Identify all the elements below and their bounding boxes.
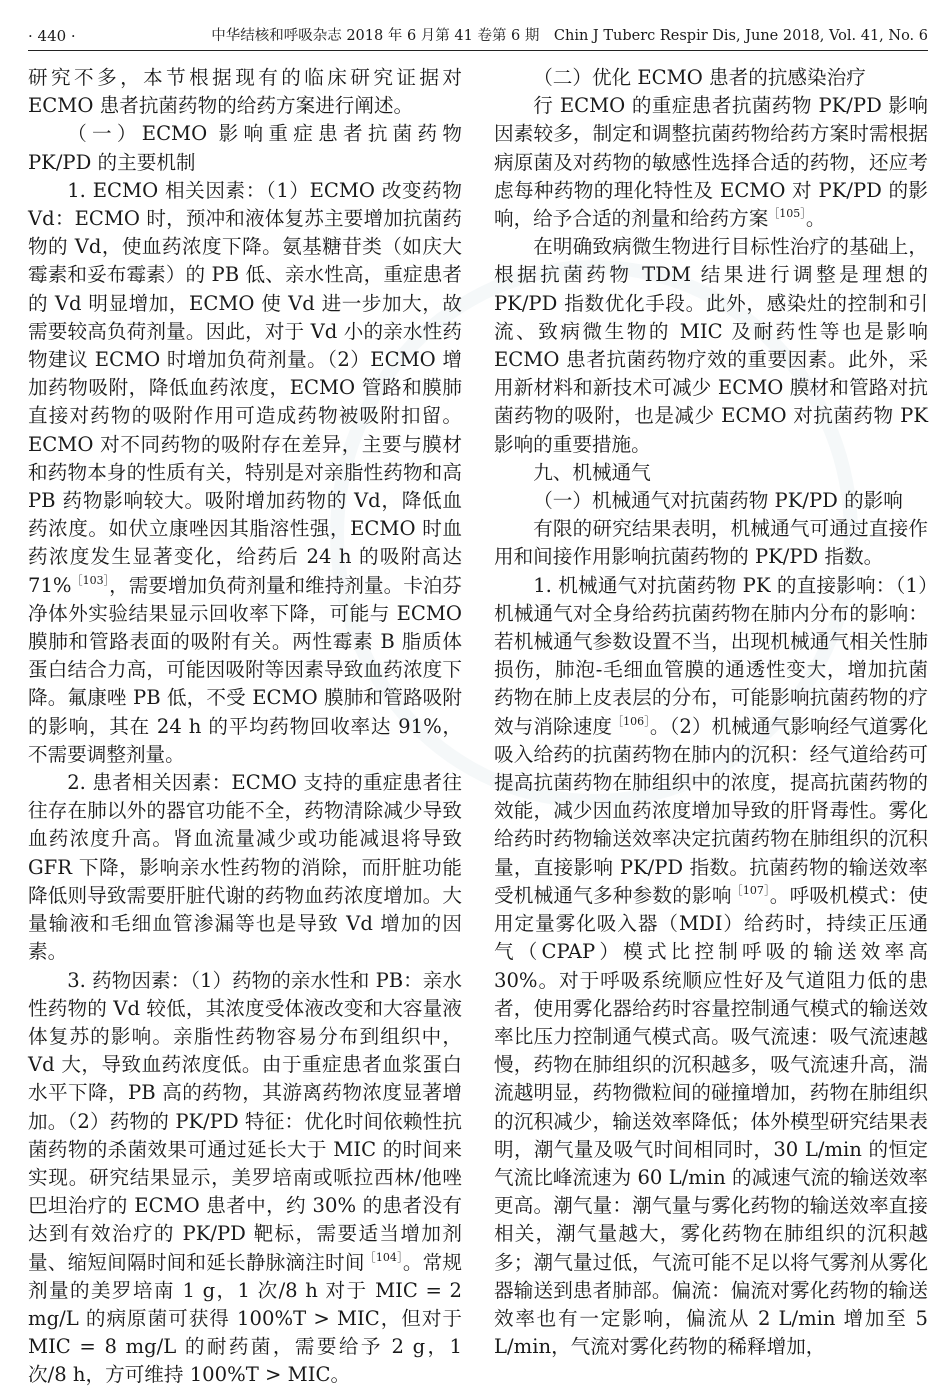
paragraph: 在明确致病微生物进行目标性治疗的基础上，根据抗菌药物 TDM 结果进行调整是理想的 PK/PD 指数优化手段。此外，感染灶的控制和引流、致病微生物的 MIC 及耐药性等也是影响 ECMO 患者抗菌药物疗效的重要因素。此外，采用新材料和新技术可减少 ECMO 膜材和管路对抗菌药物的吸附，也是减少 ECMO 对抗菌药物 PK 影响的重要措施。 bbox=[494, 235, 928, 456]
text-run: 。（2）机械通气影响经气道雾化吸入给药的抗菌药物在肺内的沉积：经气道给药可提高抗菌药物在肺组织中的浓度，提高抗菌药物的效能，减少因血药浓度增加导致的肝肾毒性。雾化给药时药物输送效率决定抗菌药物在肺组织的沉积量，直接影响 PK/PD 指数。抗菌药物的输送效率受机械通气多种参数的影响 bbox=[494, 714, 929, 907]
text-run: 。 bbox=[805, 207, 826, 231]
section-heading: （一）ECMO 影响重症患者抗菌药物 PK/PD 的主要机制 bbox=[28, 122, 462, 174]
paragraph bbox=[494, 572, 928, 1362]
page-header bbox=[28, 22, 928, 51]
left-column bbox=[28, 64, 462, 1390]
text-run: 1. ECMO 相关因素：（1）ECMO 改变药物 Vd：ECMO 时，预冲和液体复苏主要增加抗菌药物的 Vd，使血药浓度下降。氨基糖苷类（如庆大霉素和妥布霉素）的 PB 低、亲水性高，重症患者的 Vd 明显增加，ECMO 使 Vd 进一步加大，故需要较高负荷剂量。因此，对于 Vd 小的亲水性药物建议 ECMO 时增加负荷剂量。（2）ECMO 增加药物吸附，降低血药浓度，ECMO 管路和膜肺直接对药物的吸附作用可造成药物被吸附扣留。ECMO 对不同药物的吸附存在差异，主要与膜材和药物本身的性质有关，特别是对亲脂性药物和高 PB 药物影响较大。吸附增加药物的 Vd，降低血药浓度。如伏立康唑因其脂溶性强，ECMO 时血药浓度发生显著变化，给药后 24 h 的吸附高达 71% bbox=[28, 178, 462, 597]
page-number: · 440 · bbox=[28, 27, 76, 45]
paragraph: 2. 患者相关因素：ECMO 支持的重症患者往往存在肺以外的器官功能不全，药物清除减少导致血药浓度升高。肾血流量减少或功能减退将导致 GFR 下降，影响亲水性药物的消除，而肝脏功能降低则导致需要肝脏代谢的药物血药浓度增加。大量输液和毛细血管渗漏等也是导致 Vd 增加的因素。 bbox=[28, 771, 462, 964]
reference-marker: ［107］ bbox=[731, 883, 770, 897]
section-heading: 九、机械通气 bbox=[533, 460, 651, 484]
reference-marker: ［104］ bbox=[364, 1250, 403, 1264]
right-column bbox=[494, 64, 928, 1361]
paragraph bbox=[28, 967, 462, 1390]
section-heading: （二）优化 ECMO 患者的抗感染治疗 bbox=[533, 66, 866, 89]
paragraph bbox=[494, 92, 928, 233]
text-run: 1. 机械通气对抗菌药物 PK 的直接影响：（1）机械通气对全身给药抗菌药物在肺内分布的影响：若机械通气参数设置不当，出现机械通气相关性肺损伤，肺泡-毛细血管膜的通透性变大，增加抗菌药物在肺上皮表层的分布，可能影响抗菌药物的疗效与消除速度 bbox=[494, 573, 928, 738]
text-run: 3. 药物因素：（1）药物的亲水性和 PB：亲水性药物的 Vd 较低，其浓度受体液改变和大容量液体复苏的影响。亲脂性药物容易分布到组织中，Vd 大，导致血药浓度低。由于重症患者血浆蛋白水平下降，PB 高的药物，其游离药物浓度显著增加。（2）药物的 PK/PD 特征：优化时间依赖性抗菌药物的杀菌效果可通过延长大于 MIC 的时间来实现。研究结果显示，美罗培南或哌拉西林/他唑巴坦治疗的 ECMO 患者中，约 30% 的患者没有达到有效治疗的 PK/PD 靶标，需要适当增加剂量、缩短间隔时间和延长静脉滴注时间 bbox=[28, 968, 462, 1274]
paragraph bbox=[28, 177, 462, 769]
paragraph: 研究不多，本节根据现有的临床研究证据对 ECMO 患者抗菌药物的给药方案进行阐述。 bbox=[28, 66, 462, 118]
text-run: 。呼吸机模式：使用定量雾化吸入器（MDI）给药时，持续正压通气（CPAP）模式比控制呼吸的输送效率高 30%。对于呼吸系统顺应性好及气道阻力低的患者，使用雾化器给药时容量控制通气模式的输送效率比压力控制通气模式高。吸气流速：吸气流速越慢，药物在肺组织的沉积越多，吸气流速升高，湍流越明显，药物微粒间的碰撞增加，药物在肺组织的沉积减少，输送效率降低；体外模型研究结果表明，潮气量及吸气时间相同时，30 L/min 的恒定气流比峰流速为 60 L/min 的减速气流的输送效率更高。潮气量：潮气量与雾化药物的输送效率直接相关，潮气量越大，雾化药物在肺组织的沉积越多；潮气量过低，气流可能不足以将气雾剂从雾化器输送到患者肺部。偏流：偏流对雾化药物的输送效率也有一定影响，偏流从 2 L/min 增加至 5 L/min，气流对雾化药物的稀释增加， bbox=[494, 883, 929, 1359]
paragraph: 有限的研究结果表明，机械通气可通过直接作用和间接作用影响抗菌药物的 PK/PD 指数。 bbox=[494, 517, 928, 569]
text-run: 。常规剂量的美罗培南 1 g，1 次/8 h 对于 MIC = 2 mg/L 的病原菌可获得 100%T > MIC，但对于 MIC = 8 mg/L 的耐药菌，需要给予 2 g，1 次/8 h，方可维持 100%T > MIC。 bbox=[28, 1250, 463, 1387]
journal-citation: 中华结核和呼吸杂志 2018 年 6 月第 41 卷第 6 期 Chin J Tuberc Respir Dis, June 2018, Vol. 41, No. 6 bbox=[211, 28, 928, 44]
reference-marker: ［103］ bbox=[71, 573, 110, 587]
text-run: ，需要增加负荷剂量和维持剂量。卡泊芬净体外实验结果显示回收率下降，可能与 ECMO 膜肺和管路表面的吸附有关。两性霉素 B 脂质体蛋白结合力高，可能因吸附等因素导致血药浓度下降。氟康唑 PB 低，不受 ECMO 膜肺和管路吸附的影响，其在 24 h 的平均药物回收率达 91%，不需要调整剂量。 bbox=[28, 573, 462, 766]
section-heading: （一）机械通气对抗菌药物 PK/PD 的影响 bbox=[533, 489, 903, 513]
text-run: 行 ECMO 的重症患者抗菌药物 PK/PD 影响因素较多，制定和调整抗菌药物给药方案时需根据病原菌及对药物的敏感性选择合适的药物，还应考虑每种药物的理化特性及 ECMO 对 PK/PD 的影响，给予合适的剂量和给药方案 bbox=[494, 94, 928, 231]
reference-marker: ［105］ bbox=[768, 207, 806, 221]
reference-marker: ［106］ bbox=[612, 714, 650, 728]
